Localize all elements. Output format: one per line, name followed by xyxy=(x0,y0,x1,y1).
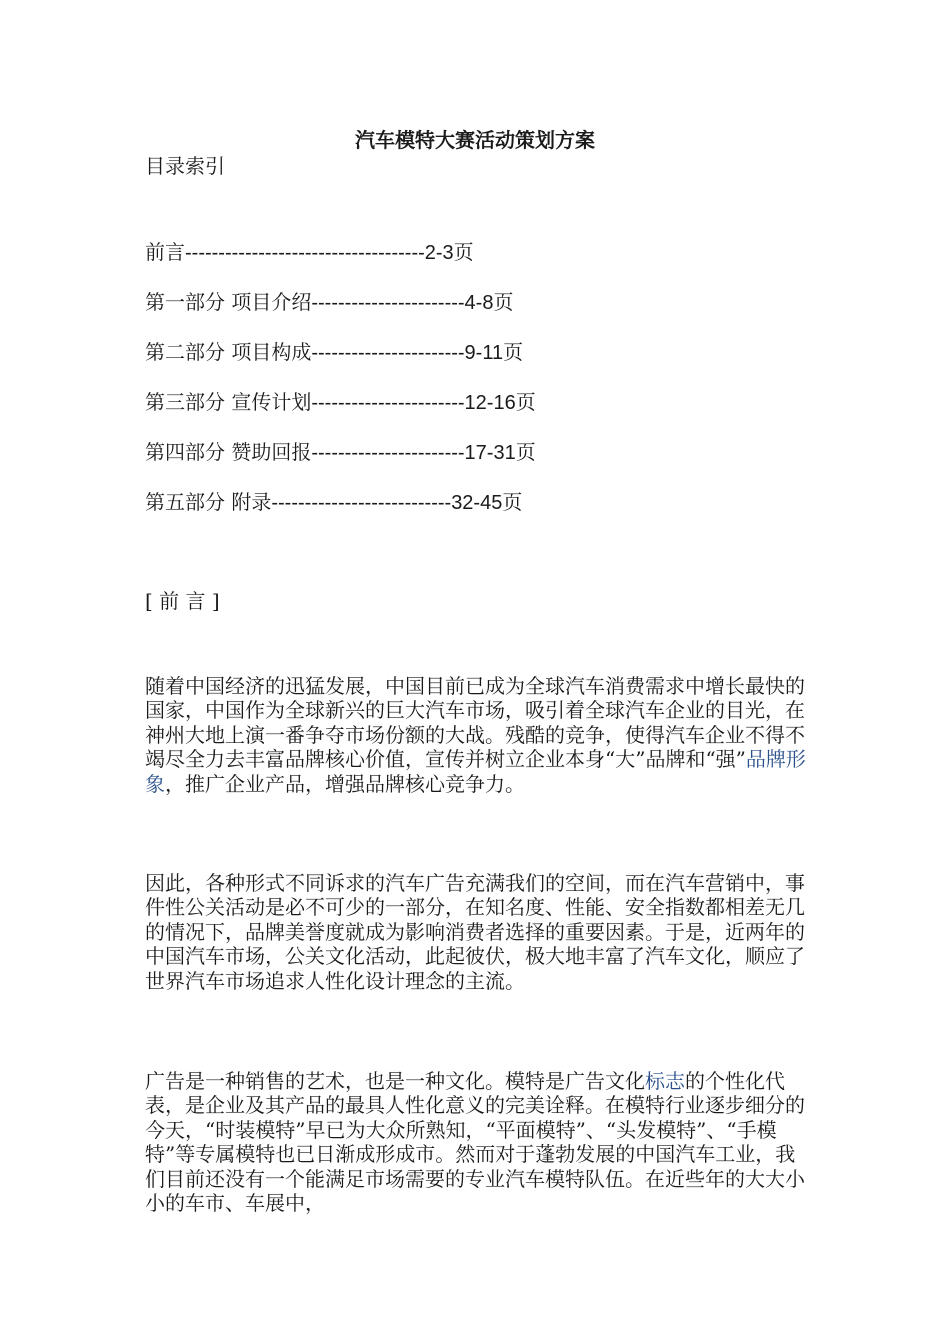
document-title: 汽车模特大赛活动策划方案 xyxy=(355,128,595,152)
toc-entry-pages: 2-3 xyxy=(424,242,454,264)
toc-entry-unit: 页 xyxy=(515,390,536,414)
toc-entry-unit: 页 xyxy=(502,490,523,514)
toc-entry-label: 第三部分 宣传计划 xyxy=(145,390,312,414)
paragraph xyxy=(145,1069,810,1215)
toc-entry-pages: 32-45 xyxy=(451,492,503,514)
toc-entry-part1[interactable] xyxy=(145,286,513,315)
toc-entry-label: 第四部分 赞助回报 xyxy=(145,440,312,464)
toc-entry-unit: 页 xyxy=(493,290,514,314)
toc-entry-leader: ----------------------- xyxy=(311,342,465,364)
paragraph-text: 随着中国经济的迅猛发展，中国目前已成为全球汽车消费需求中增长最快的国家，中国作为全球新兴的巨大汽车市场，吸引着全球汽车企业的目光，在神州大地上演一番争夺市场份额的大战。残酷的竞争，使得汽车企业不得不竭尽全力去丰富品牌核心价值，宣传并树立企业本身“大”品牌和“强” xyxy=(145,674,805,772)
toc-entry-preface[interactable] xyxy=(145,236,474,265)
logo-link[interactable]: 标志 xyxy=(645,1069,685,1093)
toc-entry-leader: ----------------------- xyxy=(311,392,465,414)
toc-heading: 目录索引 xyxy=(145,154,225,178)
paragraph xyxy=(145,674,810,796)
toc-entry-part5[interactable] xyxy=(145,486,522,515)
toc-entry-pages: 4-8 xyxy=(464,292,494,314)
section-title-preface: [ 前 言 ] xyxy=(145,589,220,613)
toc-entry-label: 第一部分 项目介绍 xyxy=(145,290,312,314)
toc-entry-part2[interactable] xyxy=(145,336,523,365)
paragraph-text: ，推广企业产品，增强品牌核心竞争力。 xyxy=(165,771,525,796)
toc-entry-unit: 页 xyxy=(503,340,524,364)
paragraph-text: 广告是一种销售的艺术，也是一种文化。模特是广告文化 xyxy=(145,1069,645,1093)
brand-image-link[interactable]: 品牌形象 xyxy=(145,747,806,796)
toc-entry-unit: 页 xyxy=(515,440,536,464)
toc-entry-label: 第二部分 项目构成 xyxy=(145,340,312,364)
toc-entry-unit: 页 xyxy=(453,240,474,264)
paragraph-text: 因此，各种形式不同诉求的汽车广告充满我们的空间，而在汽车营销中，事件性公关活动是必不可少的一部分，在知名度、性能、安全指数都相差无几的情况下，品牌美誉度就成为影响消费者选择的重要因素。于是，近两年的中国汽车市场，公关文化活动，此起彼伏，极大地丰富了汽车文化，顺应了世界汽车市场追求人性化设计理念的主流。 xyxy=(145,871,805,993)
toc-entry-leader: ----------------------- xyxy=(311,442,465,464)
toc-entry-label: 第五部分 附录 xyxy=(145,490,272,514)
toc-entry-leader: --------------------------- xyxy=(271,492,452,514)
toc-entry-label: 前言 xyxy=(145,240,185,264)
paragraph-text: 的个性化代表，是企业及其产品的最具人性化意义的完美诠释。在模特行业逐步细分的今天，“时装模特”早已为大众所熟知，“平面模特”、“头发模特”、“手模特”等专属模特也已日渐成形成市。然而对于蓬勃发展的中国汽车工业，我们目前还没有一个能满足市场需要的专业汽车模特队伍。在近些年的大大小小的车市、车展中， xyxy=(145,1069,805,1216)
toc-entry-part3[interactable] xyxy=(145,386,536,415)
toc-entry-leader: ----------------------- xyxy=(311,292,465,314)
toc-entry-pages: 12-16 xyxy=(464,392,516,414)
toc-entry-pages: 17-31 xyxy=(464,442,516,464)
toc-entry-leader: ------------------------------------ xyxy=(185,242,425,264)
toc-entry-part4[interactable] xyxy=(145,436,536,465)
toc-entry-pages: 9-11 xyxy=(464,342,504,364)
paragraph xyxy=(145,871,810,993)
